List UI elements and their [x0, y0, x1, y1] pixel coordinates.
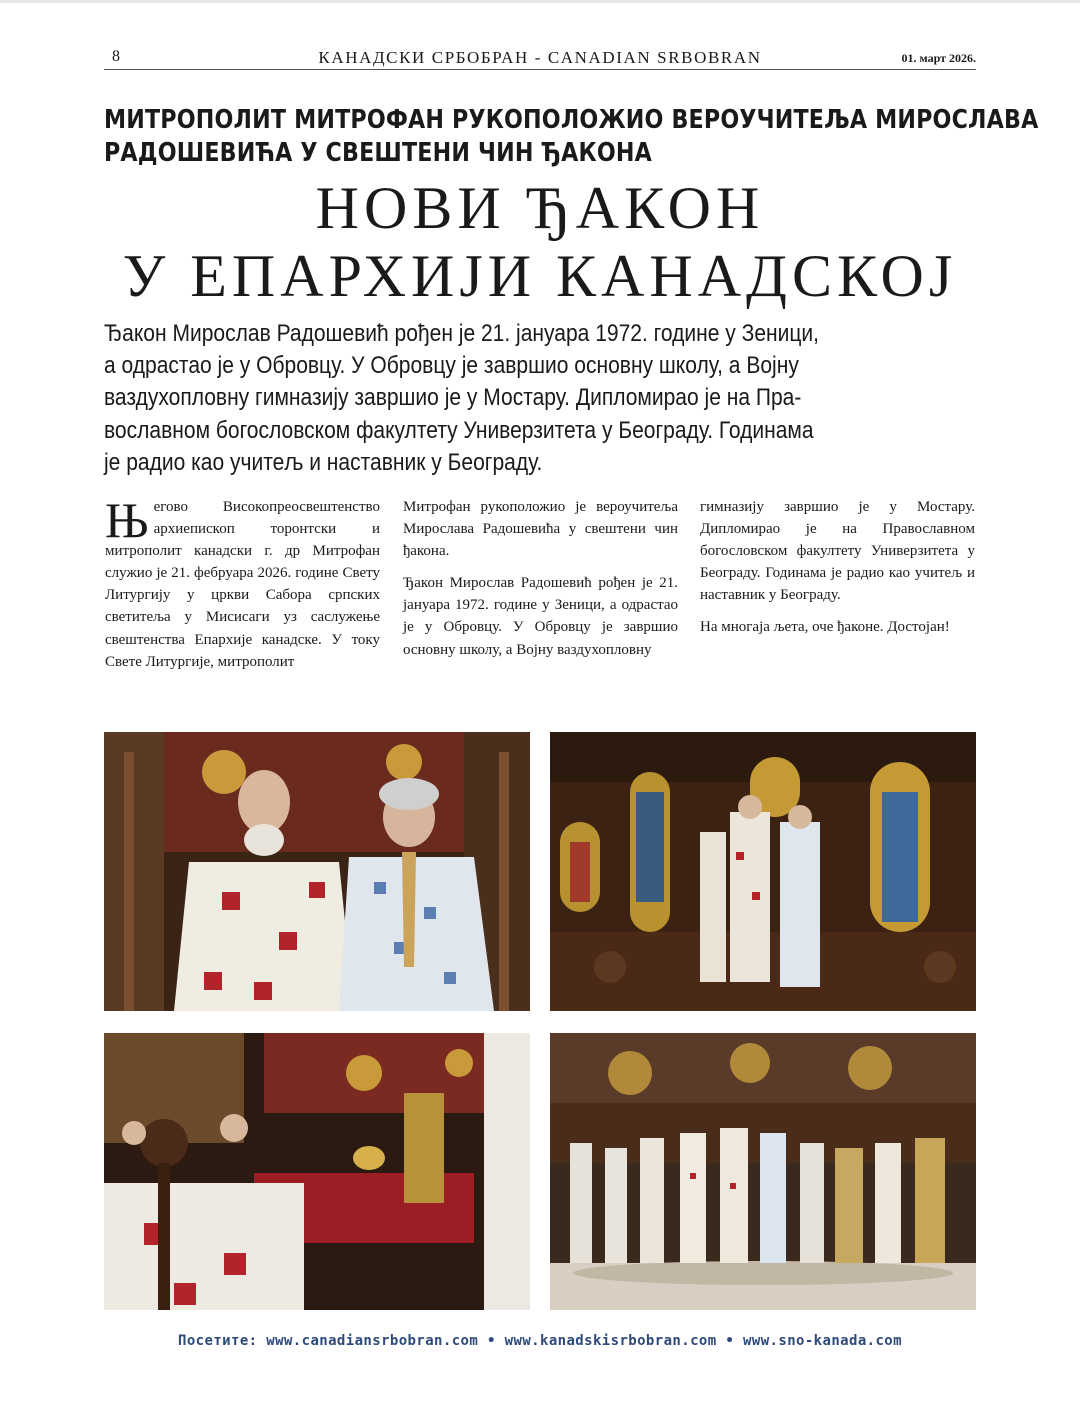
page-header: [104, 46, 976, 70]
footer-websites: Посетите: www.canadiansrbobran.com • www.kanadskisrbobran.com • www.sno-kanada.com: [178, 1333, 902, 1349]
masthead: КАНАДСКИ СРБОБРАН - CANADIAN SRBOBRAN: [318, 48, 762, 67]
body-paragraph: Митрофан рукоположио је вероучитеља Мирослава Радошевића у свештени чин ђакона.: [403, 499, 678, 560]
lead-line-4: вославном богословском факултету Универзитета у Београду. Годинама: [104, 416, 814, 444]
header-rule: [104, 69, 976, 70]
body-paragraph: гимназију завршио је у Мостару. Дипломирао је на Православном богословском факултету Универзитета у Београду. Годинама је радио као учитељ и наставник у Београду.: [700, 499, 975, 604]
article-headline: [104, 174, 976, 310]
headline-line-1: НОВИ ЂАКОН: [315, 175, 765, 241]
lead-line-3: ваздухопловну гимназију завршио је у Мостару. Дипломирао је на Пра-: [104, 384, 802, 412]
drop-cap: Њ: [105, 492, 149, 548]
body-column-3: [700, 496, 975, 639]
photo-hierarchs-closeup: [104, 732, 530, 1011]
headline-line-2: У ЕПАРХИЈИ КАНАДСКОЈ: [122, 243, 958, 309]
photo-clergy-assembled: [550, 1033, 976, 1310]
body-text: егово Високопреосвештенство архиепископ торонтски и митрополит канадски г. др Митрофан служио је 21. фебруара 2026. године Свету Литургију у цркви Сабора српских светитеља у Мисисаги уз саслужење свештенства Епархије канадске. У току Свете Литургије, митрополит: [105, 499, 380, 670]
photo-altar: [104, 1033, 530, 1310]
lead-line-2: а одрастао је у Обровцу. У Обровцу је завршио основну школу, а Војну: [104, 352, 799, 380]
body-column-2: [403, 496, 678, 661]
kicker-line-2: РАДОШЕВИЋА У СВЕШТЕНИ ЧИН ЂАКОНА: [104, 138, 652, 168]
photo-iconostasis: [550, 732, 976, 1011]
page-number: 8: [112, 48, 120, 65]
body-column-1: [105, 492, 380, 673]
issue-date: 01. март 2026.: [901, 51, 976, 65]
kicker-line-1: МИТРОПОЛИТ МИТРОФАН РУКОПОЛОЖИО ВЕРОУЧИТЕЉА МИРОСЛАВА: [104, 105, 1039, 135]
body-paragraph: Ђакон Мирослав Радошевић рођен је 21. јануара 1972. године у Зеници, а одрастао је у Обровцу. У Обровцу је завршио основну школу, а Војну ваздухопловну: [403, 575, 678, 658]
body-paragraph: На многаја љета, оче ђаконе. Достојан!: [700, 619, 950, 636]
lead-line-1: Ђакон Мирослав Радошевић рођен је 21. јануара 1972. године у Зеници,: [104, 320, 819, 347]
article-lead: [104, 318, 976, 479]
article-kicker: [104, 104, 1039, 170]
lead-line-5: је радио као учитељ и наставник у Београду.: [104, 448, 543, 476]
top-band: [0, 0, 1080, 3]
body-paragraph: [105, 492, 380, 673]
